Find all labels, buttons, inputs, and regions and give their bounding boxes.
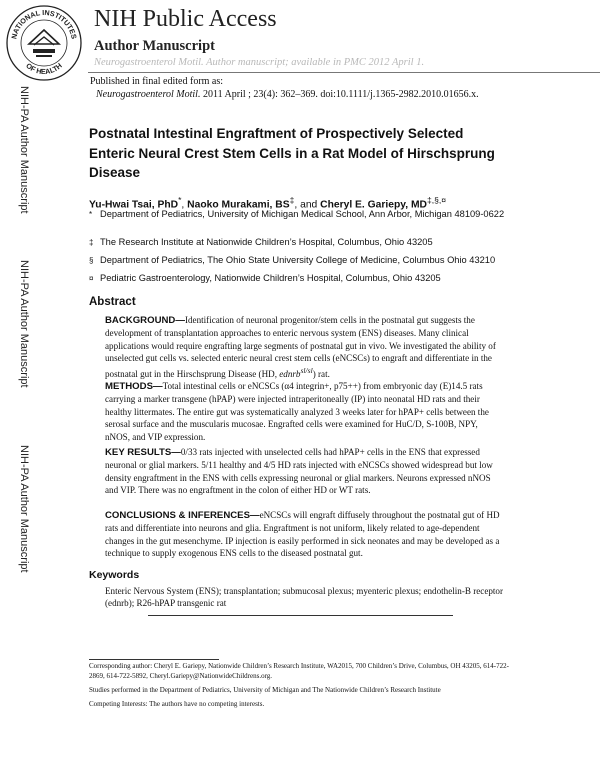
abstract-key-results — [105, 446, 505, 497]
nih-seal-logo — [5, 4, 83, 82]
footnote-rule — [89, 659, 219, 660]
author-manuscript-label: Author Manuscript — [94, 38, 215, 54]
abstract-heading: Abstract — [89, 296, 136, 308]
side-label-top: NIH-PA Author Manuscript — [18, 86, 30, 214]
correspondence-footnote: Corresponding author: Cheryl E. Gariepy, Nationwide Children’s Research Institute, WA2015, 700 Children’s Drive, Columbus, OH 43205, 614-722-2869, 614-722-5892, Cheryl.Gariepy@NationwideChildrens.org. — [89, 662, 509, 680]
affiliation-symbol: * — [89, 210, 93, 219]
background-label: BACKGROUND— — [105, 315, 185, 326]
affiliation-2 — [89, 236, 433, 250]
author-2: Naoko Murakami, BS — [187, 199, 290, 211]
background-gene: ednrb — [279, 368, 301, 379]
svg-text:OF HEALTH: OF HEALTH — [24, 61, 64, 77]
author-3-affiliation: ‡,§,¤ — [426, 195, 447, 205]
citation-journal: Neurogastroenterol Motil. — [96, 89, 201, 100]
citation-details: 2011 April ; 23(4): 362–369. doi:10.1111/j.1365-2982.2010.01656.x. — [202, 89, 479, 100]
availability-text: Author manuscript; available in PMC 2012 April 1. — [206, 57, 425, 68]
author-2-affiliation: ‡ — [289, 195, 295, 205]
citation — [96, 89, 479, 100]
affiliation-text: Pediatric Gastroenterology, Nationwide Children’s Hospital, Columbus, Ohio 43205 — [100, 273, 441, 283]
studies-footnote: Studies performed in the Department of Pediatrics, University of Michigan and The Nationwide Children’s Research Institute — [89, 686, 441, 694]
article-title: Postnatal Intestinal Engraftment of Prospectively Selected Enteric Neural Crest Stem Cells in a Rat Model of Hirschsprung Disease — [89, 126, 495, 180]
affiliation-symbol: ‡ — [89, 238, 94, 247]
methods-label: METHODS— — [105, 381, 163, 392]
section-rule — [148, 615, 453, 616]
affiliation-4 — [89, 272, 441, 286]
abstract-methods — [105, 380, 505, 443]
author-1: Yu-Hwai Tsai, PhD — [89, 199, 179, 211]
methods-text: Total intestinal cells or eNCSCs (α4 integrin+, p75++) from embryonic day (E)14.5 rats carrying a marker transgene (hPAP) were injected intraperitoneally (IP) into neonatal HD rats and their healthy littermates. The entire gut was systematically analyzed 3 weeks later for hPAP+ cells between the serosal surface and the muscularis mucosae. Engrafted cells were examined for HuC/D, S-100B, NPY, nNOS, and VIP expression. — [105, 381, 489, 442]
author-3: Cheryl E. Gariepy, MD — [320, 199, 427, 211]
keywords-heading: Keywords — [89, 569, 140, 581]
affiliation-text: Department of Pediatrics, The Ohio State University College of Medicine, Columbus Ohio 43210 — [100, 255, 496, 265]
availability-journal: Neurogastroenterol Motil. — [94, 57, 204, 68]
conclusions-text: eNCSCs will engraft diffusely throughout the postnatal gut of HD rats and differentiate into neurons and glia. Engraftment is not uniform, likely related to age-dependent changes in the gut mesenchyme. IP injection is easily performed in sick neonates and may be developed as a technique to supply exogenous ENS cells to the diseased postnatal gut. — [105, 510, 500, 559]
side-label-bottom: NIH-PA Author Manuscript — [18, 445, 30, 573]
published-label: Published in final edited form as: — [90, 76, 224, 87]
affiliation-1 — [89, 208, 509, 222]
background-gene-allele: sl/sl — [300, 365, 313, 375]
side-label-middle: NIH-PA Author Manuscript — [18, 260, 30, 388]
affiliation-symbol: § — [89, 256, 94, 265]
abstract-conclusions — [105, 509, 505, 560]
author-separator: , — [181, 199, 188, 211]
header-rule — [88, 72, 600, 73]
affiliation-3 — [89, 254, 495, 268]
affiliation-text: The Research Institute at Nationwide Children’s Hospital, Columbus, Ohio 43205 — [100, 237, 433, 247]
conclusions-label: CONCLUSIONS & INFERENCES— — [105, 510, 260, 521]
affiliation-text: Department of Pediatrics, University of Michigan Medical School, Ann Arbor, Michigan 48109-0622 — [100, 209, 505, 219]
nih-public-access-title: NIH Public Access — [94, 6, 277, 32]
author-1-affiliation: * — [178, 195, 182, 205]
svg-text:NATIONAL INSTITUTES: NATIONAL INSTITUTES — [9, 7, 79, 40]
abstract-background — [105, 314, 505, 380]
key-results-label: KEY RESULTS— — [105, 447, 181, 458]
competing-interests-footnote: Competing Interests: The authors have no competing interests. — [89, 700, 265, 708]
keywords-text: Enteric Nervous System (ENS); transplantation; submucosal plexus; myenteric plexus; endothelin-B receptor (ednrb); R26-hPAP transgenic rat — [105, 586, 504, 609]
background-text: Identification of neuronal progenitor/stem cells in the postnatal gut suggests the development of transplantation approaches to enteric nervous system (ENS) diseases. Many clinical applications would require engrafting large segments of postnatal gut in vivo. We investigated the ability of unselected gut cells vs. selected enteric neural crest stem cells (eNCSCs) to engraft and differentiate in the postnatal gut in the Hirschsprung Disease (HD, — [105, 315, 496, 379]
author-separator: , and — [294, 199, 321, 211]
affiliation-symbol: ¤ — [89, 274, 94, 283]
key-results-text: 0/33 rats injected with unselected cells had hPAP+ cells in the ENS that expressed neuronal or glial markers. 5/11 healthy and 4/5 HD rats injected with eNCSCs showed widespread but low density engraftment in the ENS with cells expressing neuronal or glial markers. Neurons expressed nNOS and VIP. There was no engraftment in the colon of either HD or WT rats. — [105, 447, 493, 496]
background-end: ) rat. — [312, 368, 330, 379]
availability-line — [94, 57, 424, 68]
